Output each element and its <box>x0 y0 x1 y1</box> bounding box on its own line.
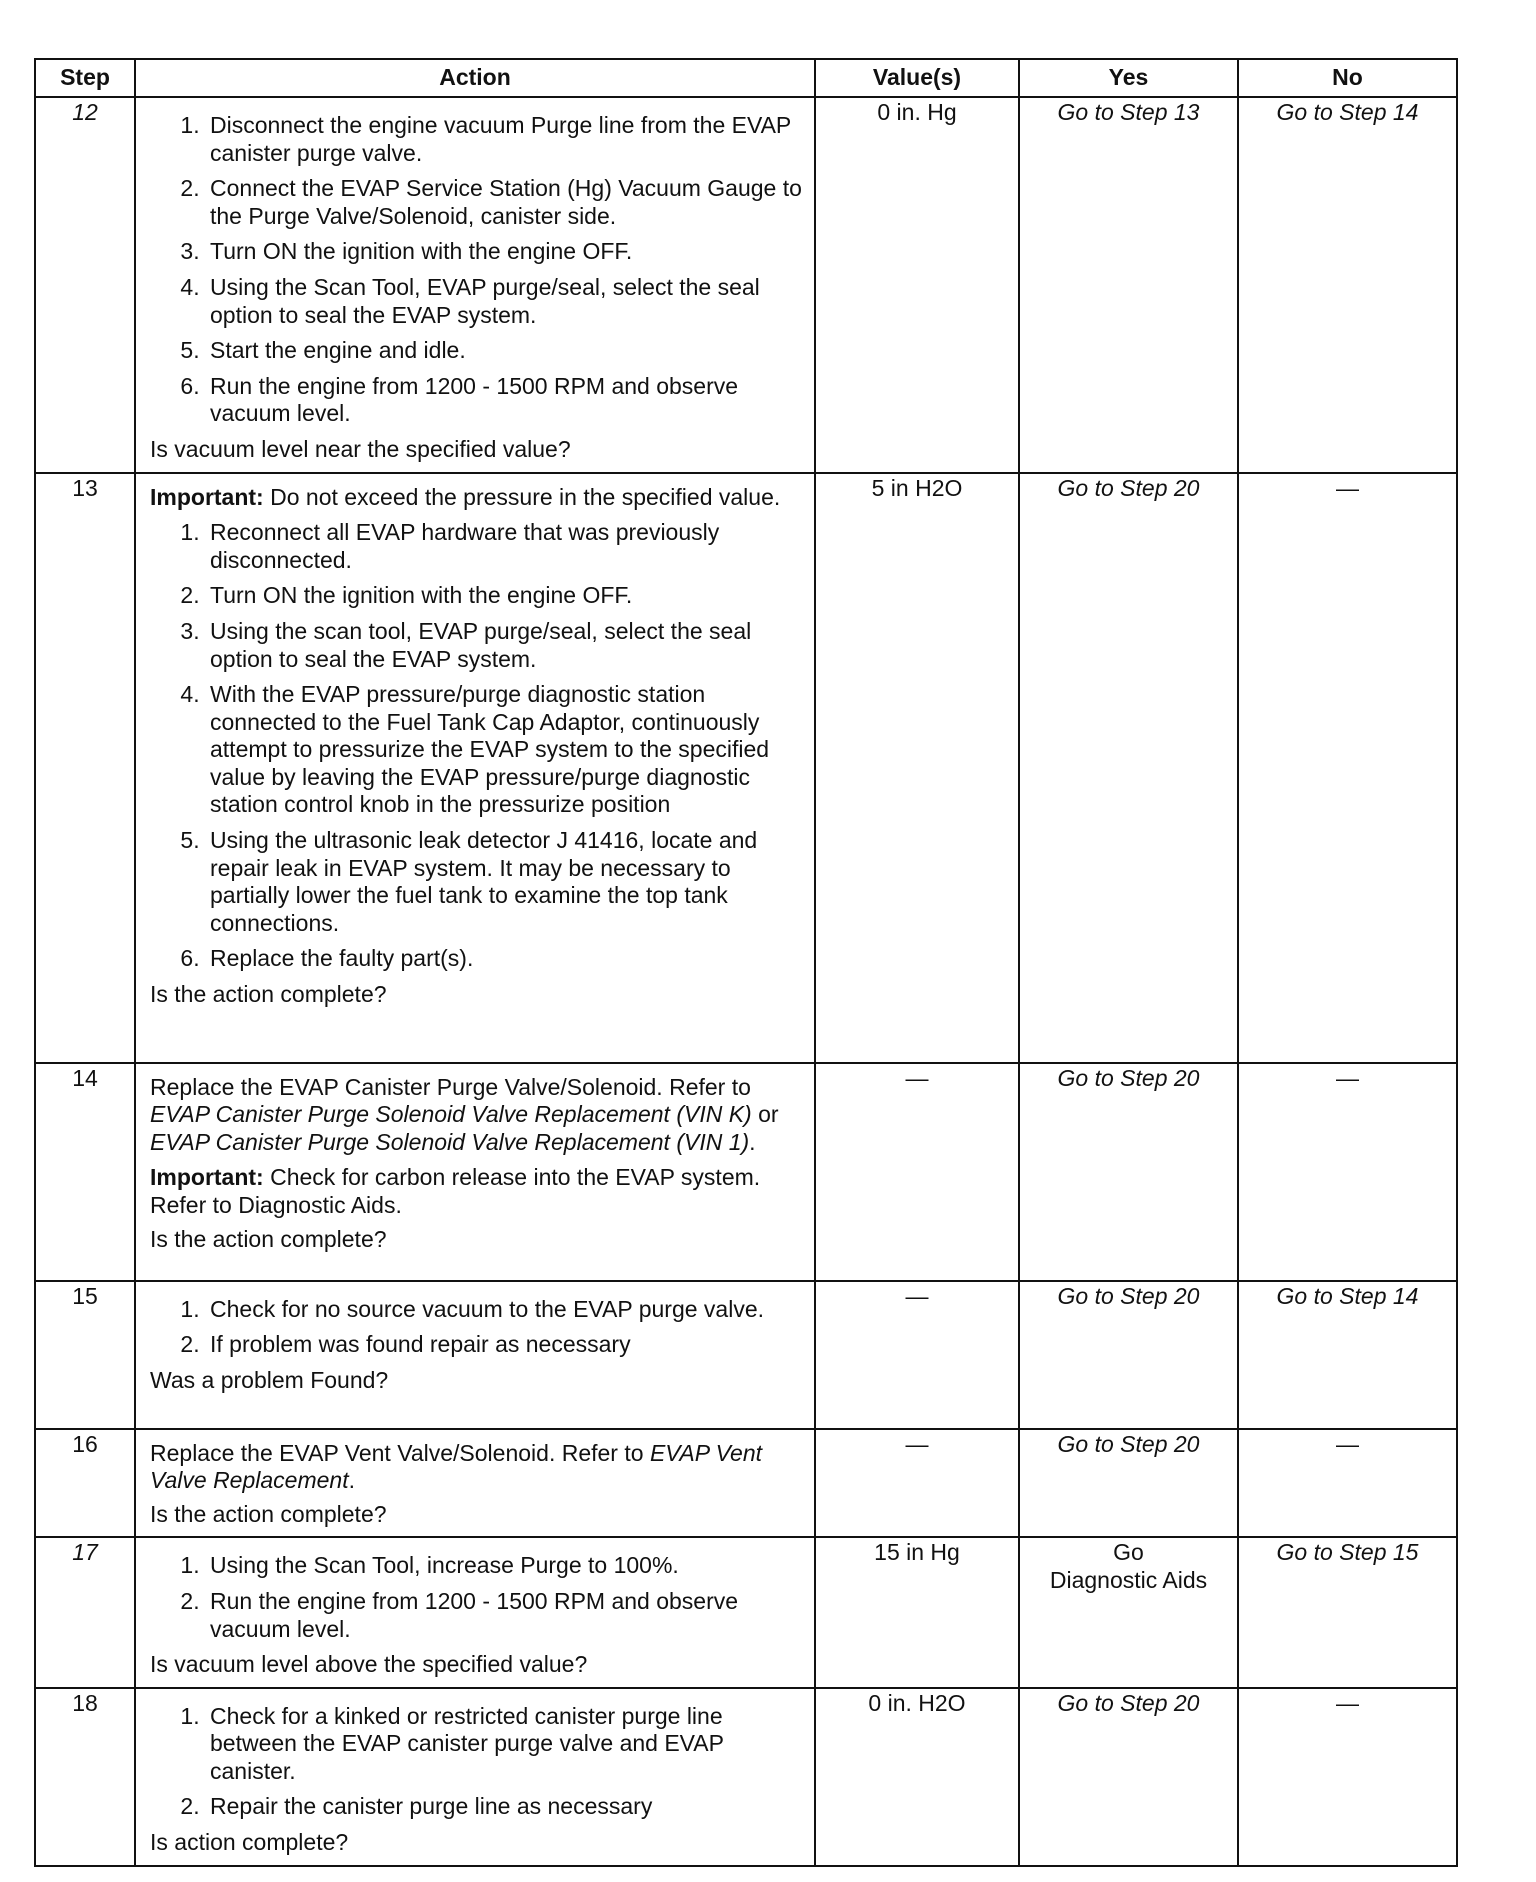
list-item: 2. If problem was found repair as necessary <box>206 1331 806 1359</box>
value-cell: 0 in. Hg <box>815 97 1019 473</box>
important-text: Check for carbon release into the EVAP system. Refer to Diagnostic Aids. <box>150 1164 761 1218</box>
action-cell <box>135 97 815 473</box>
table-row <box>35 1688 1457 1866</box>
header-yes: Yes <box>1019 59 1238 97</box>
list-item: 3. Using the scan tool, EVAP purge/seal, select the seal option to seal the EVAP system. <box>206 618 806 673</box>
list-item: 2. Connect the EVAP Service Station (Hg) Vacuum Gauge to the Purge Valve/Solenoid, canister side. <box>206 175 806 230</box>
action-text-part: . <box>749 1128 756 1155</box>
action-question: Was a problem Found? <box>150 1366 389 1393</box>
no-cell: Go to Step 14 <box>1238 1281 1457 1429</box>
table-row <box>35 97 1457 473</box>
yes-cell: Go to Step 20 <box>1019 473 1238 1063</box>
list-item: 6. Replace the faulty part(s). <box>206 945 806 973</box>
step-number: 18 <box>35 1688 135 1866</box>
table-row <box>35 1281 1457 1429</box>
action-question: Is the action complete? <box>150 1225 387 1252</box>
no-cell: — <box>1238 1429 1457 1538</box>
action-steps-list <box>150 1703 806 1821</box>
table-row <box>35 473 1457 1063</box>
action-cell <box>135 1281 815 1429</box>
action-text-part: . <box>348 1467 355 1494</box>
list-item: 2. Run the engine from 1200 - 1500 RPM and observe vacuum level. <box>206 1588 806 1643</box>
step-number: 14 <box>35 1063 135 1281</box>
yes-line: Go <box>1113 1539 1144 1566</box>
important-text: Do not exceed the pressure in the specified value. <box>263 483 781 510</box>
value-cell: 0 in. H2O <box>815 1688 1019 1866</box>
list-item: 1. Using the Scan Tool, increase Purge to 100%. <box>206 1552 806 1580</box>
header-no: No <box>1238 59 1457 97</box>
important-note <box>150 1164 806 1219</box>
action-steps-list <box>150 112 806 428</box>
action-text <box>150 1440 806 1495</box>
step-number: 16 <box>35 1429 135 1538</box>
list-item: 2. Repair the canister purge line as necessary <box>206 1793 806 1821</box>
list-item: 4. Using the Scan Tool, EVAP purge/seal, select the seal option to seal the EVAP system. <box>206 274 806 329</box>
value-cell: — <box>815 1063 1019 1281</box>
action-text-part: Replace the EVAP Canister Purge Valve/Solenoid. Refer to <box>150 1073 751 1100</box>
reference-link[interactable]: EVAP Vent Valve Replacement <box>150 1439 763 1494</box>
yes-line: Diagnostic Aids <box>1049 1566 1208 1593</box>
action-cell <box>135 1537 815 1687</box>
yes-cell: Go to Step 20 <box>1019 1688 1238 1866</box>
table-row <box>35 1429 1457 1538</box>
action-cell <box>135 1688 815 1866</box>
action-question: Is vacuum level above the specified value? <box>150 1651 588 1678</box>
list-item: 6. Run the engine from 1200 - 1500 RPM and observe vacuum level. <box>206 373 806 428</box>
list-item: 1. Disconnect the engine vacuum Purge line from the EVAP canister purge valve. <box>206 112 806 167</box>
action-question: Is vacuum level near the specified value? <box>150 435 571 462</box>
value-cell: — <box>815 1429 1019 1538</box>
value-cell: 15 in Hg <box>815 1537 1019 1687</box>
yes-cell: Go to Step 20 <box>1019 1281 1238 1429</box>
no-cell: Go to Step 14 <box>1238 97 1457 473</box>
list-item: 2. Turn ON the ignition with the engine OFF. <box>206 582 806 610</box>
action-cell <box>135 1429 815 1538</box>
step-number: 17 <box>35 1537 135 1687</box>
header-values: Value(s) <box>815 59 1019 97</box>
action-cell <box>135 1063 815 1281</box>
yes-cell: Go to Step 20 <box>1019 1063 1238 1281</box>
step-number: 12 <box>35 97 135 473</box>
action-question: Is the action complete? <box>150 1500 387 1527</box>
table-row <box>35 1063 1457 1281</box>
list-item: 1. Check for no source vacuum to the EVAP purge valve. <box>206 1296 806 1324</box>
yes-cell <box>1019 1537 1238 1687</box>
action-text-part: Replace the EVAP Vent Valve/Solenoid. Refer to <box>150 1439 650 1466</box>
action-text-part: or <box>751 1101 779 1128</box>
reference-link[interactable]: EVAP Canister Purge Solenoid Valve Replacement (VIN 1) <box>150 1128 750 1155</box>
action-question: Is action complete? <box>150 1829 349 1856</box>
list-item: 5. Using the ultrasonic leak detector J 41416, locate and repair leak in EVAP system. It may be necessary to partially lower the fuel tank to examine the top tank connections. <box>206 827 806 937</box>
value-cell: — <box>815 1281 1019 1429</box>
no-cell: — <box>1238 1688 1457 1866</box>
header-action: Action <box>135 59 815 97</box>
action-steps-list <box>150 519 806 973</box>
list-item: 1. Reconnect all EVAP hardware that was previously disconnected. <box>206 519 806 574</box>
value-cell: 5 in H2O <box>815 473 1019 1063</box>
no-cell: — <box>1238 473 1457 1063</box>
action-text <box>150 1074 806 1157</box>
table-row <box>35 1537 1457 1687</box>
action-question: Is the action complete? <box>150 981 387 1008</box>
header-row <box>35 59 1457 97</box>
step-number: 15 <box>35 1281 135 1429</box>
step-number: 13 <box>35 473 135 1063</box>
list-item: 4. With the EVAP pressure/purge diagnostic station connected to the Fuel Tank Cap Adaptor, continuously attempt to pressurize the EVAP system to the specified value by leaving the EVAP pressure/purge diagnostic station control knob in the pressurize position <box>206 681 806 819</box>
important-label: Important: <box>150 483 264 510</box>
action-steps-list <box>150 1296 806 1359</box>
yes-cell: Go to Step 20 <box>1019 1429 1238 1538</box>
important-label: Important: <box>150 1164 264 1191</box>
no-cell: Go to Step 15 <box>1238 1537 1457 1687</box>
header-step: Step <box>35 59 135 97</box>
yes-cell: Go to Step 13 <box>1019 97 1238 473</box>
reference-link[interactable]: EVAP Canister Purge Solenoid Valve Replacement (VIN K) <box>150 1101 752 1128</box>
important-note <box>150 484 806 512</box>
list-item: 5. Start the engine and idle. <box>206 337 806 365</box>
list-item: 1. Check for a kinked or restricted canister purge line between the EVAP canister purge valve and EVAP canister. <box>206 1703 806 1786</box>
action-cell <box>135 473 815 1063</box>
no-cell: — <box>1238 1063 1457 1281</box>
action-steps-list <box>150 1552 806 1643</box>
list-item: 3. Turn ON the ignition with the engine OFF. <box>206 238 806 266</box>
diagnostic-table <box>34 58 1458 1867</box>
